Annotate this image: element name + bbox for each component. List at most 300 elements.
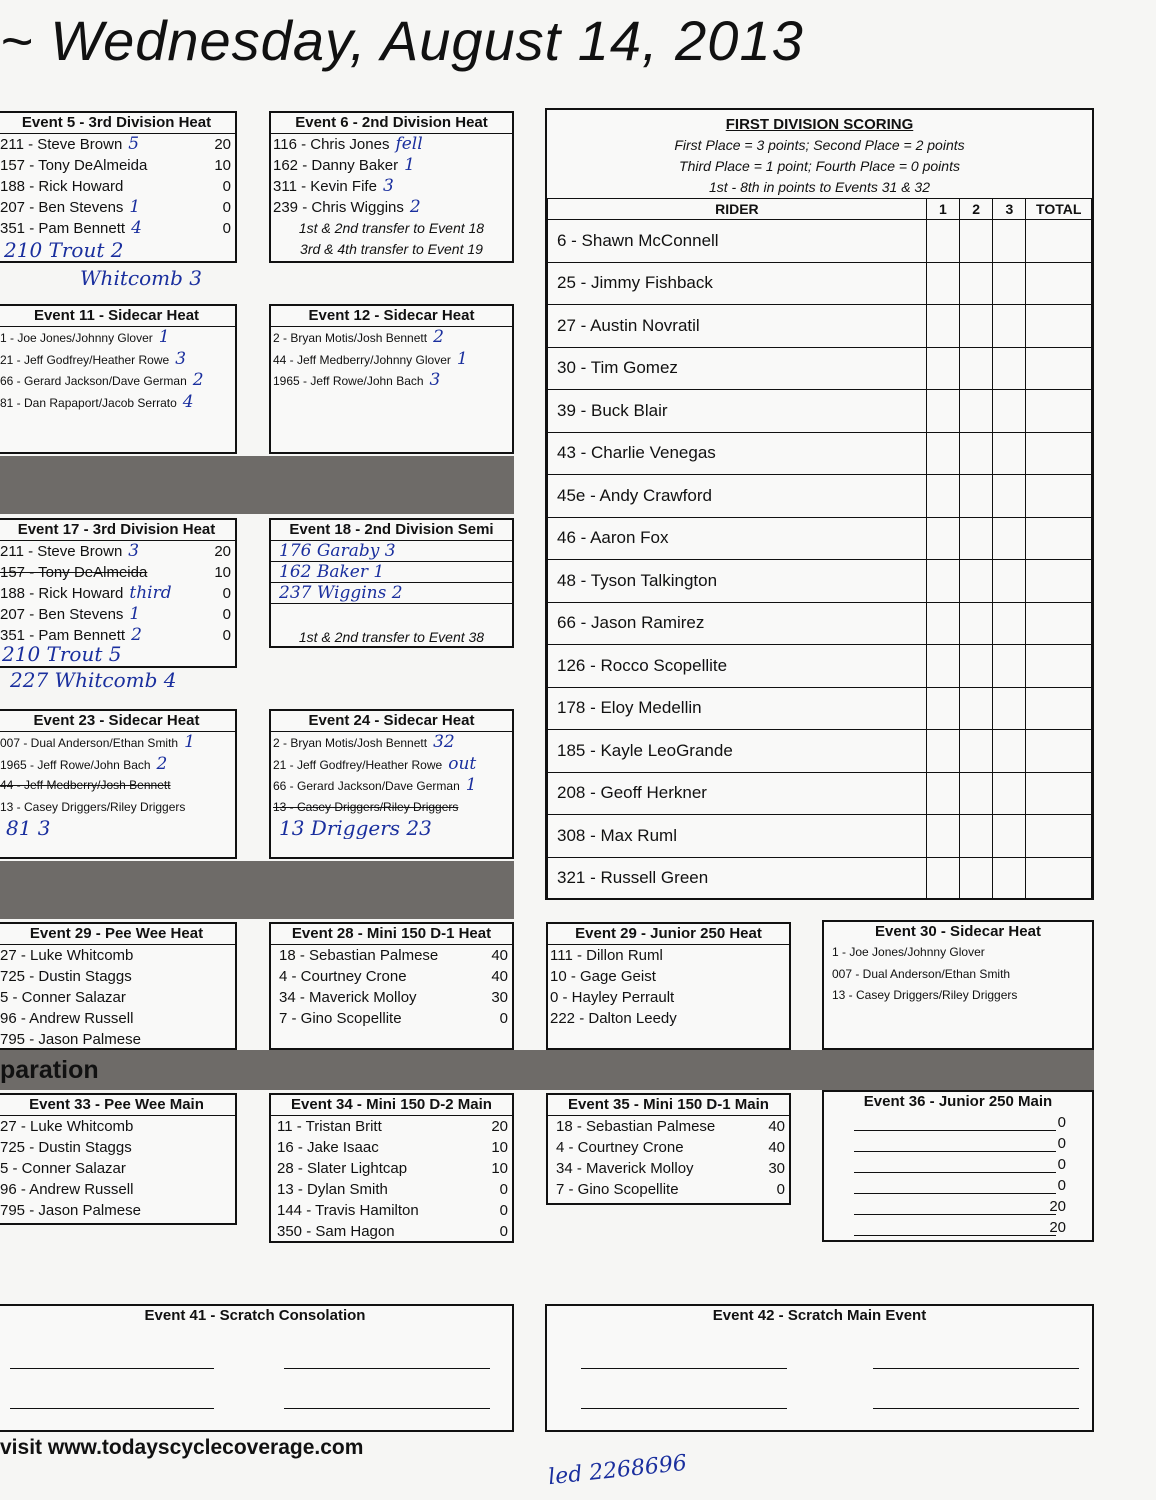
total-cell <box>1026 602 1092 645</box>
heat1-cell <box>926 730 959 773</box>
scoring-row <box>548 645 1092 688</box>
event18-hw-row-2: 162 Baker 1 <box>271 562 512 583</box>
event23-row <box>0 797 235 819</box>
event29jr-row: 222 - Dalton Leedy <box>550 1010 677 1027</box>
event35-row <box>554 1137 789 1158</box>
event24-row-handwritten: out <box>448 753 477 774</box>
heat1-cell <box>926 602 959 645</box>
event12-box <box>269 304 514 454</box>
rider-name: 39 - Buck Blair <box>548 390 927 433</box>
event28-row <box>277 987 512 1008</box>
event29-junior-title: Event 29 - Junior 250 Heat <box>548 924 789 945</box>
scoring-row <box>548 475 1092 518</box>
event5-row-handwritten: 1 <box>129 197 141 217</box>
heat3-cell <box>993 262 1026 305</box>
event23-row-label: 1965 - Jeff Rowe/John Bach <box>0 757 151 772</box>
rider-name: 185 - Kayle LeoGrande <box>548 730 927 773</box>
event6-row-handwritten: 1 <box>404 155 415 175</box>
event12-row-handwritten: 2 <box>433 327 444 347</box>
event12-row <box>271 349 512 371</box>
rider-name: 46 - Aaron Fox <box>548 517 927 560</box>
heat2-cell <box>960 262 993 305</box>
heat3-cell <box>993 305 1026 348</box>
event6-box <box>269 111 514 263</box>
event33-title: Event 33 - Pee Wee Main <box>0 1095 235 1116</box>
heat1-cell <box>926 475 959 518</box>
event29jr-row: 111 - Dillon Ruml <box>550 947 663 964</box>
event34-row <box>275 1137 512 1158</box>
event23-row <box>0 732 235 754</box>
scoring-row <box>548 772 1092 815</box>
heat2-cell <box>960 432 993 475</box>
heat3-cell <box>993 432 1026 475</box>
scoring-row <box>548 687 1092 730</box>
event35-row-value: 30 <box>768 1160 785 1177</box>
total-cell <box>1026 730 1092 773</box>
event12-row <box>271 370 512 392</box>
event24-row-label: 21 - Jeff Godfrey/Heather Rowe <box>273 757 443 772</box>
event33-row: 725 - Dustin Staggs <box>0 1139 132 1156</box>
first-division-scoring <box>545 108 1094 900</box>
event24-row-handwritten: 32 <box>433 732 455 752</box>
event36-blank-line <box>854 1214 1056 1215</box>
event41-blank-1 <box>10 1368 214 1369</box>
gray-band-2 <box>0 861 514 919</box>
rider-name: 208 - Geoff Herkner <box>548 772 927 815</box>
event34-row <box>275 1221 512 1242</box>
event36-box <box>822 1090 1094 1242</box>
event30-row: 13 - Casey Driggers/Riley Driggers <box>832 988 1018 1002</box>
event17-row-value: 0 <box>222 585 231 602</box>
event23-hw-line: 81 3 <box>6 818 51 839</box>
event18-hw-row-1: 176 Garaby 3 <box>271 541 512 562</box>
event5-row-handwritten: 4 <box>131 218 142 238</box>
separation-label: paration <box>0 1056 99 1084</box>
event36-blank-line <box>854 1193 1056 1194</box>
event12-row-handwritten: 1 <box>456 348 468 369</box>
event17-title: Event 17 - 3rd Division Heat <box>0 520 235 541</box>
event5-row-label: 351 - Pam Bennett <box>0 220 126 237</box>
heat2-cell <box>960 390 993 433</box>
event29pw-row: 96 - Andrew Russell <box>0 1010 134 1027</box>
event5-row-value: 10 <box>214 157 231 174</box>
heat3-cell <box>993 772 1026 815</box>
heat1-cell <box>926 560 959 603</box>
total-cell <box>1026 220 1092 263</box>
event11-row <box>0 327 235 349</box>
heat2-cell <box>960 305 993 348</box>
event6-row-label: 162 - Danny Baker <box>273 157 399 174</box>
event11-box <box>0 304 237 454</box>
event35-row-label: 4 - Courtney Crone <box>556 1139 684 1156</box>
event5-row-label: 188 - Rick Howard <box>0 178 124 195</box>
event36-blank-line <box>854 1151 1056 1152</box>
event29jr-row: 0 - Hayley Perrault <box>550 989 675 1006</box>
total-cell <box>1026 475 1092 518</box>
heat2-cell <box>960 772 993 815</box>
col-1: 1 <box>926 199 959 220</box>
event34-row <box>275 1116 512 1137</box>
event18-box <box>269 518 514 648</box>
total-cell <box>1026 305 1092 348</box>
event29jr-row: 10 - Gage Geist <box>550 968 656 985</box>
heat3-cell <box>993 517 1026 560</box>
event34-row-value: 10 <box>491 1160 508 1177</box>
heat2-cell <box>960 815 993 858</box>
event11-row-label: 66 - Gerard Jackson/Dave German <box>0 374 187 388</box>
event36-value: 0 <box>1057 1114 1066 1131</box>
heat2-cell <box>960 560 993 603</box>
event34-box <box>269 1093 514 1243</box>
event11-row-handwritten: 1 <box>158 327 170 347</box>
scoring-row <box>548 517 1092 560</box>
scoring-table <box>547 198 1092 900</box>
event34-row-label: 350 - Sam Hagon <box>277 1223 395 1240</box>
scoring-row <box>548 432 1092 475</box>
event12-row-label: 2 - Bryan Motis/Josh Bennett <box>273 331 428 345</box>
event17-row <box>0 562 235 583</box>
event29-peewee-title: Event 29 - Pee Wee Heat <box>0 924 235 945</box>
event35-row-value: 0 <box>776 1181 785 1198</box>
heat1-cell <box>926 305 959 348</box>
event42-blank-2 <box>873 1368 1079 1369</box>
event28-row-label: 18 - Sebastian Palmese <box>279 947 439 964</box>
rider-name: 27 - Austin Novratil <box>548 305 927 348</box>
event30-box <box>822 920 1094 1050</box>
event5-title: Event 5 - 3rd Division Heat <box>0 113 235 134</box>
scoring-rule-2: Third Place = 1 point; Fourth Place = 0 points <box>679 158 960 174</box>
event23-title: Event 23 - Sidecar Heat <box>0 711 235 732</box>
event12-row <box>271 327 512 349</box>
event41-blank-2 <box>284 1368 490 1369</box>
event24-row <box>271 732 512 754</box>
event28-row-label: 4 - Courtney Crone <box>279 968 407 985</box>
col-3: 3 <box>993 199 1026 220</box>
heat3-cell <box>993 560 1026 603</box>
event17-handwritten-1: 210 Trout 5 <box>2 642 122 666</box>
event28-row-value: 0 <box>499 1010 508 1027</box>
scoring-row <box>548 305 1092 348</box>
event17-row-handwritten: 1 <box>129 604 141 624</box>
event34-title: Event 34 - Mini 150 D-2 Main <box>271 1095 512 1116</box>
event28-row <box>277 966 512 987</box>
event17-row <box>0 583 235 604</box>
event18-hw-row-3: 237 Wiggins 2 <box>271 583 512 604</box>
event6-note-1: 1st & 2nd transfer to Event 18 <box>298 220 485 236</box>
scoring-row <box>548 602 1092 645</box>
total-cell <box>1026 262 1092 305</box>
event5-row-label: 207 - Ben Stevens <box>0 199 124 216</box>
event30-row: 007 - Dual Anderson/Ethan Smith <box>832 966 1011 981</box>
event5-row <box>0 155 235 176</box>
event5-row-label: 157 - Tony DeAlmeida <box>0 157 148 174</box>
event36-blank-line <box>854 1172 1056 1173</box>
event23-row-handwritten: 1 <box>184 732 195 752</box>
page-title: ~ Wednesday, August 14, 2013 <box>0 9 804 72</box>
event5-row <box>0 134 235 155</box>
col-rider: RIDER <box>548 199 927 220</box>
heat2-cell <box>960 602 993 645</box>
heat1-cell <box>926 772 959 815</box>
event11-row <box>0 392 235 414</box>
event6-row <box>271 134 512 155</box>
event33-row: 795 - Jason Palmese <box>0 1202 141 1219</box>
event6-row-handwritten: 2 <box>409 197 421 217</box>
heat1-cell <box>926 220 959 263</box>
event5-row <box>0 197 235 218</box>
heat1-cell <box>926 517 959 560</box>
rider-name: 178 - Eloy Medellin <box>548 687 927 730</box>
event35-row-label: 7 - Gino Scopellite <box>556 1181 679 1198</box>
heat2-cell <box>960 730 993 773</box>
event24-title: Event 24 - Sidecar Heat <box>271 711 512 732</box>
scoring-row <box>548 262 1092 305</box>
event6-row <box>271 176 512 197</box>
event36-title: Event 36 - Junior 250 Main <box>863 1093 1053 1110</box>
event28-row <box>277 1008 512 1029</box>
event34-row-label: 28 - Slater Lightcap <box>277 1160 408 1177</box>
event6-title: Event 6 - 2nd Division Heat <box>271 113 512 134</box>
event6-row <box>271 197 512 218</box>
event5-row-value: 0 <box>222 199 231 216</box>
event17-row-label: 207 - Ben Stevens <box>0 606 124 623</box>
event5-row-value: 0 <box>222 220 231 237</box>
event24-row-label: 13 - Casey Driggers/Riley Driggers <box>273 799 459 814</box>
event36-blank-row <box>824 1175 1092 1196</box>
event28-row-label: 34 - Maverick Molloy <box>279 989 417 1006</box>
event11-row-label: 1 - Joe Jones/Johnny Glover <box>0 331 153 345</box>
event41-box <box>0 1304 514 1432</box>
heat1-cell <box>926 390 959 433</box>
event24-row-handwritten: 1 <box>465 775 477 795</box>
event35-row-value: 40 <box>768 1139 785 1156</box>
event23-row-handwritten: 2 <box>156 753 168 774</box>
event17-handwritten-2: 227 Whitcomb 4 <box>10 668 177 692</box>
event17-row-value: 0 <box>222 606 231 623</box>
event11-title: Event 11 - Sidecar Heat <box>0 306 235 327</box>
col-total: TOTAL <box>1026 199 1092 220</box>
total-cell <box>1026 857 1092 900</box>
event34-row-value: 0 <box>499 1181 508 1198</box>
event35-row <box>554 1116 789 1137</box>
event6-note-2: 3rd & 4th transfer to Event 19 <box>300 241 483 257</box>
event12-row-handwritten: 3 <box>429 370 441 390</box>
event35-row <box>554 1179 789 1200</box>
event30-row: 1 - Joe Jones/Johnny Glover <box>832 945 985 959</box>
event17-row <box>0 541 235 562</box>
heat1-cell <box>926 347 959 390</box>
event33-row: 5 - Conner Salazar <box>0 1160 126 1177</box>
event36-blank-line <box>854 1130 1056 1131</box>
event33-row: 27 - Luke Whitcomb <box>0 1118 134 1135</box>
event36-blank-row <box>824 1133 1092 1154</box>
event11-row-handwritten: 3 <box>175 348 187 369</box>
rider-name: 66 - Jason Ramirez <box>548 602 927 645</box>
rider-name: 126 - Rocco Scopellite <box>548 645 927 688</box>
event42-blank-1 <box>581 1368 787 1369</box>
event36-blank-row <box>824 1112 1092 1133</box>
event36-blank-line <box>854 1235 1056 1236</box>
event17-row-label: 351 - Pam Bennett <box>0 627 126 644</box>
event28-box <box>269 922 514 1050</box>
rider-name: 48 - Tyson Talkington <box>548 560 927 603</box>
event36-value: 20 <box>1049 1219 1066 1236</box>
event12-title: Event 12 - Sidecar Heat <box>271 306 512 327</box>
rider-name: 25 - Jimmy Fishback <box>548 262 927 305</box>
event35-row-value: 40 <box>768 1118 785 1135</box>
event17-row <box>0 604 235 625</box>
event35-row-label: 34 - Maverick Molloy <box>556 1160 694 1177</box>
event24-row <box>271 754 512 776</box>
event6-row-handwritten: fell <box>395 134 423 154</box>
event34-row-value: 20 <box>491 1118 508 1135</box>
event34-row-value: 0 <box>499 1202 508 1219</box>
event24-row <box>271 775 512 797</box>
event42-blank-4 <box>873 1408 1079 1409</box>
heat2-cell <box>960 645 993 688</box>
event23-row-label: 007 - Dual Anderson/Ethan Smith <box>0 736 179 750</box>
event18-note: 1st & 2nd transfer to Event 38 <box>298 629 485 645</box>
total-cell <box>1026 560 1092 603</box>
heat3-cell <box>993 220 1026 263</box>
gray-band-1 <box>0 456 514 514</box>
event35-row <box>554 1158 789 1179</box>
event6-row <box>271 155 512 176</box>
rider-name: 43 - Charlie Venegas <box>548 432 927 475</box>
event24-row <box>271 797 512 819</box>
event29pw-row: 725 - Dustin Staggs <box>0 968 132 985</box>
heat3-cell <box>993 815 1026 858</box>
scoring-row <box>548 815 1092 858</box>
event28-row <box>277 945 512 966</box>
event23-box <box>0 709 237 859</box>
rider-name: 321 - Russell Green <box>548 857 927 900</box>
heat3-cell <box>993 645 1026 688</box>
event34-row <box>275 1200 512 1221</box>
heat3-cell <box>993 475 1026 518</box>
event5-row <box>0 176 235 197</box>
event17-row-handwritten: 3 <box>128 541 140 561</box>
heat3-cell <box>993 730 1026 773</box>
heat1-cell <box>926 645 959 688</box>
heat3-cell <box>993 857 1026 900</box>
scoring-title: FIRST DIVISION SCORING <box>725 116 914 133</box>
event36-value: 20 <box>1049 1198 1066 1215</box>
event41-blank-4 <box>284 1408 490 1409</box>
heat2-cell <box>960 220 993 263</box>
event34-row-label: 11 - Tristan Britt <box>277 1118 382 1135</box>
event17-row-handwritten: 2 <box>131 625 142 645</box>
event11-row-label: 21 - Jeff Godfrey/Heather Rowe <box>0 352 170 367</box>
event23-row <box>0 775 235 797</box>
event29-junior-box <box>546 922 791 1050</box>
event6-row-label: 311 - Kevin Fife <box>273 178 377 195</box>
event5-row-label: 211 - Steve Brown <box>0 136 123 153</box>
event17-row-label: 157 - Tony DeAlmeida <box>0 564 148 581</box>
event28-row-label: 7 - Gino Scopellite <box>279 1010 402 1027</box>
heat3-cell <box>993 347 1026 390</box>
event24-hw-line: 13 Driggers 23 <box>279 818 432 839</box>
total-cell <box>1026 432 1092 475</box>
event34-row <box>275 1158 512 1179</box>
event11-row <box>0 349 235 371</box>
event11-row-handwritten: 4 <box>182 391 194 412</box>
total-cell <box>1026 347 1092 390</box>
heat3-cell <box>993 687 1026 730</box>
event17-row-value: 10 <box>214 564 231 581</box>
heat1-cell <box>926 815 959 858</box>
event12-row-label: 1965 - Jeff Rowe/John Bach <box>273 374 424 388</box>
heat2-cell <box>960 517 993 560</box>
event29pw-row: 5 - Conner Salazar <box>0 989 126 1006</box>
event28-row-value: 30 <box>491 989 508 1006</box>
event34-row-label: 144 - Travis Hamilton <box>277 1202 419 1219</box>
event5-row-handwritten: 5 <box>128 134 140 154</box>
heat2-cell <box>960 687 993 730</box>
event5-handwritten-1: 210 Trout 2 <box>4 238 124 262</box>
event6-row-handwritten: 3 <box>382 176 394 196</box>
heat2-cell <box>960 347 993 390</box>
heat3-cell <box>993 602 1026 645</box>
event12-row-label: 44 - Jeff Medberry/Johnny Glover <box>273 352 451 367</box>
event24-row-label: 2 - Bryan Motis/Josh Bennett <box>273 736 428 750</box>
event41-title: Event 41 - Scratch Consolation <box>144 1307 366 1324</box>
event42-blank-3 <box>581 1408 787 1409</box>
event35-title: Event 35 - Mini 150 D-1 Main <box>548 1095 789 1116</box>
event34-row-value: 0 <box>499 1223 508 1240</box>
event23-row-label: 44 - Jeff Medberry/Josh Bennett <box>0 778 171 792</box>
gray-band-3 <box>0 1050 1094 1090</box>
total-cell <box>1026 390 1092 433</box>
event29pw-row: 27 - Luke Whitcomb <box>0 947 134 964</box>
heat3-cell <box>993 390 1026 433</box>
event34-row-value: 10 <box>491 1139 508 1156</box>
event41-blank-3 <box>10 1408 214 1409</box>
event36-blank-row <box>824 1217 1092 1238</box>
event29pw-row: 795 - Jason Palmese <box>0 1031 141 1048</box>
heat2-cell <box>960 857 993 900</box>
event36-value: 0 <box>1057 1135 1066 1152</box>
footer-handwritten-note: led 2268696 <box>547 1450 689 1491</box>
scoring-row <box>548 857 1092 900</box>
rider-name: 45e - Andy Crawford <box>548 475 927 518</box>
total-cell <box>1026 687 1092 730</box>
event28-row-value: 40 <box>491 968 508 985</box>
heat1-cell <box>926 432 959 475</box>
event34-row-label: 16 - Jake Isaac <box>277 1139 379 1156</box>
event17-row-value: 20 <box>214 543 231 560</box>
event17-row-label: 188 - Rick Howard <box>0 585 124 602</box>
rider-name: 30 - Tim Gomez <box>548 347 927 390</box>
event6-row-label: 239 - Chris Wiggins <box>273 199 404 216</box>
scoring-row <box>548 390 1092 433</box>
event17-row-value: 0 <box>222 627 231 644</box>
event5-handwritten-2: Whitcomb 3 <box>80 266 202 290</box>
total-cell <box>1026 517 1092 560</box>
total-cell <box>1026 815 1092 858</box>
event29-peewee-box <box>0 922 237 1050</box>
event33-box <box>0 1093 237 1225</box>
scoring-row <box>548 730 1092 773</box>
event36-value: 0 <box>1057 1177 1066 1194</box>
event42-box <box>545 1304 1094 1432</box>
total-cell <box>1026 772 1092 815</box>
event24-row-label: 66 - Gerard Jackson/Dave German <box>273 779 460 793</box>
event24-box <box>269 709 514 859</box>
event30-title: Event 30 - Sidecar Heat <box>875 923 1041 940</box>
event35-box <box>546 1093 791 1205</box>
event35-row-label: 18 - Sebastian Palmese <box>556 1118 716 1135</box>
